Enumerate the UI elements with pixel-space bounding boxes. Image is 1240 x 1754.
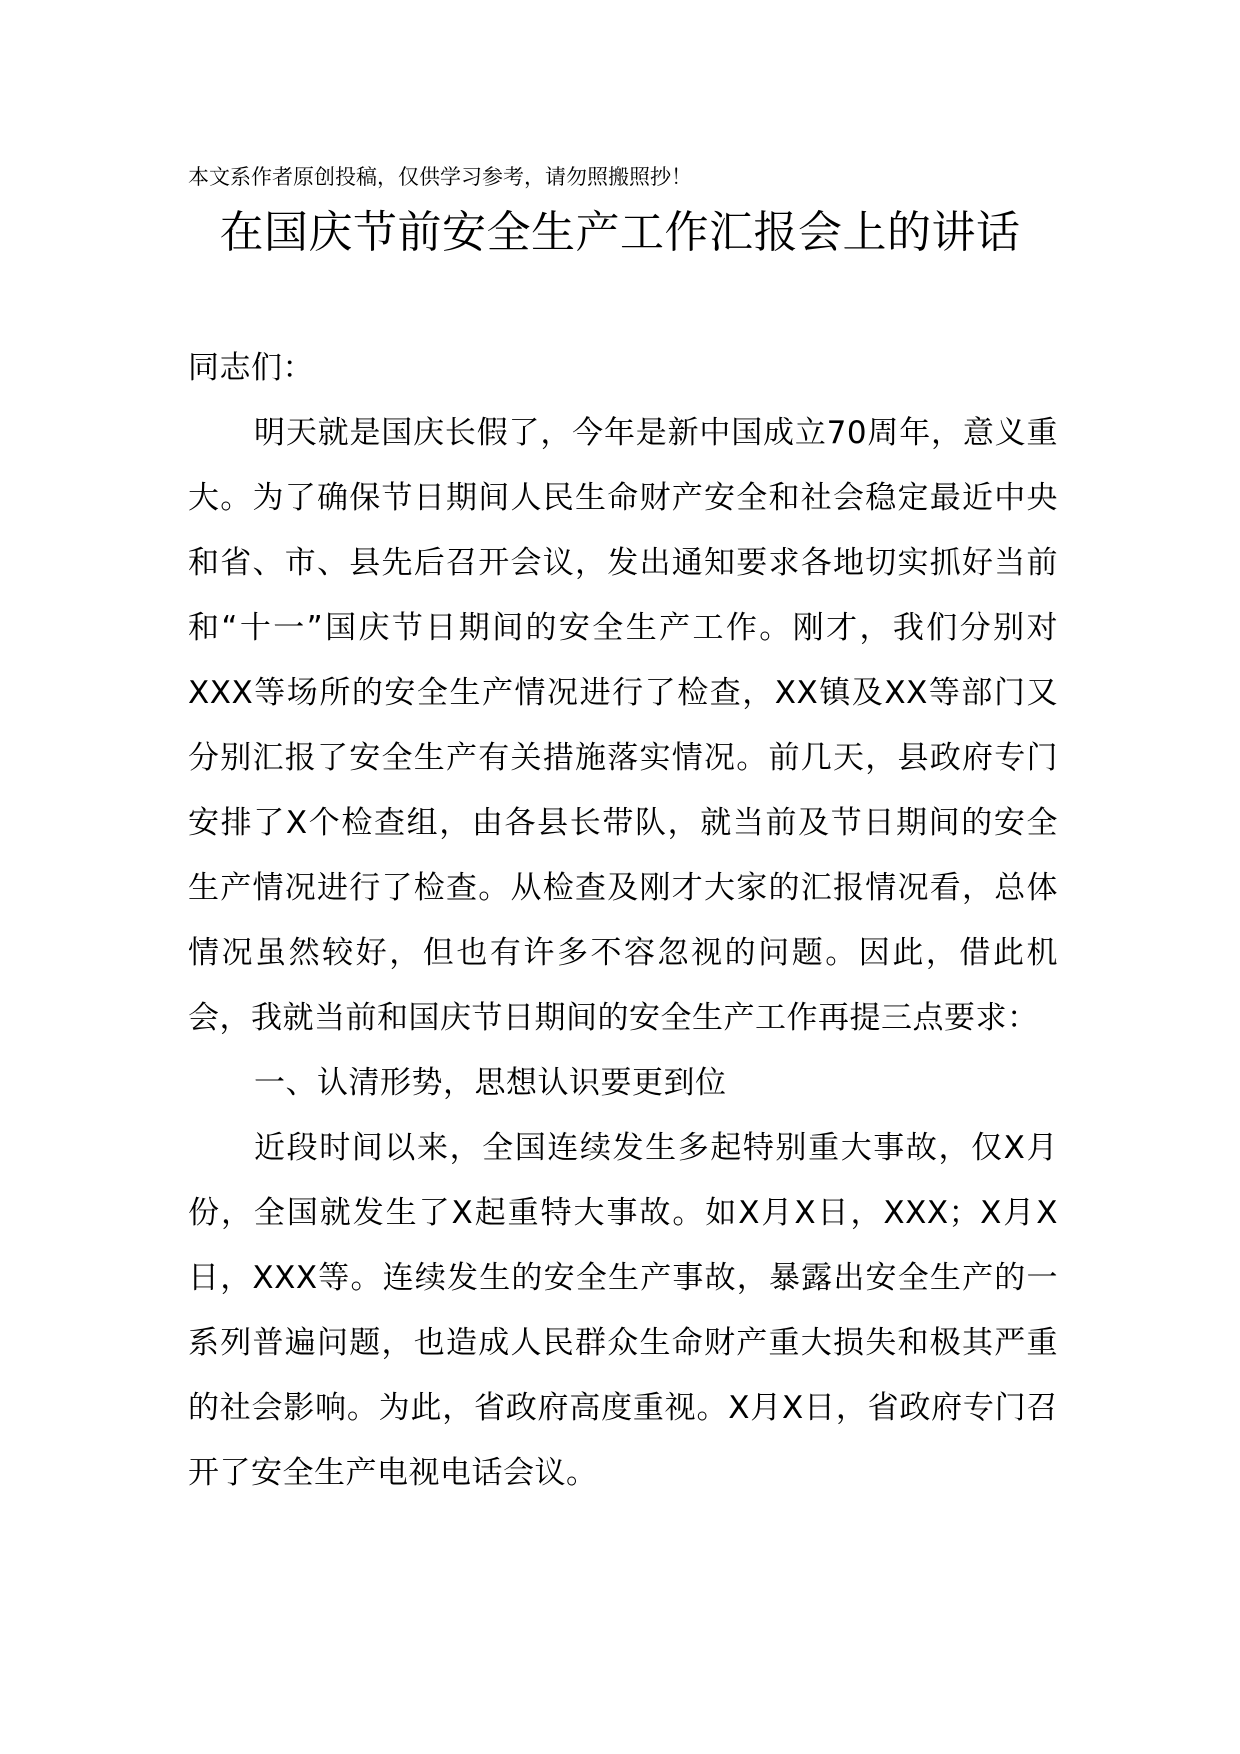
salutation: 同志们： (188, 350, 314, 386)
paragraph-section-one: 近段时间以来，全国连续发生多起特别重大事故，仅X月份，全国就发生了X起重特大事故。如X月X日，XXX；X月X日，XXX等。连续发生的安全生产事故，暴露出安全生产的一系列普遍问题，也造成人民群众生命财产重大损失和极其严重的社会影响。为此，省政府高度重视。X月X日，省政府专门召开了安全生产电视电话会议。 (188, 1130, 1058, 1491)
copyright-notice: 本文系作者原创投稿，仅供学习参考，请勿照搬照抄！ (188, 165, 692, 189)
document-body (188, 336, 1058, 1506)
section-heading-one: 一、认清形势，思想认识要更到位 (254, 1065, 727, 1101)
paragraph-intro: 明天就是国庆长假了，今年是新中国成立70周年，意义重大。为了确保节日期间人民生命财产安全和社会稳定最近中央和省、市、县先后召开会议，发出通知要求各地切实抓好当前和“十一”国庆节日期间的安全生产工作。刚才，我们分别对XXX等场所的安全生产情况进行了检查，XX镇及XX等部门又分别汇报了安全生产有关措施落实情况。前几天，县政府专门安排了X个检查组，由各县长带队，就当前及节日期间的安全生产情况进行了检查。从检查及刚才大家的汇报情况看，总体情况虽然较好，但也有许多不容忽视的问题。因此，借此机会，我就当前和国庆节日期间的安全生产工作再提三点要求： (188, 415, 1058, 1036)
document-title: 在国庆节前安全生产工作汇报会上的讲话 (219, 207, 1021, 258)
